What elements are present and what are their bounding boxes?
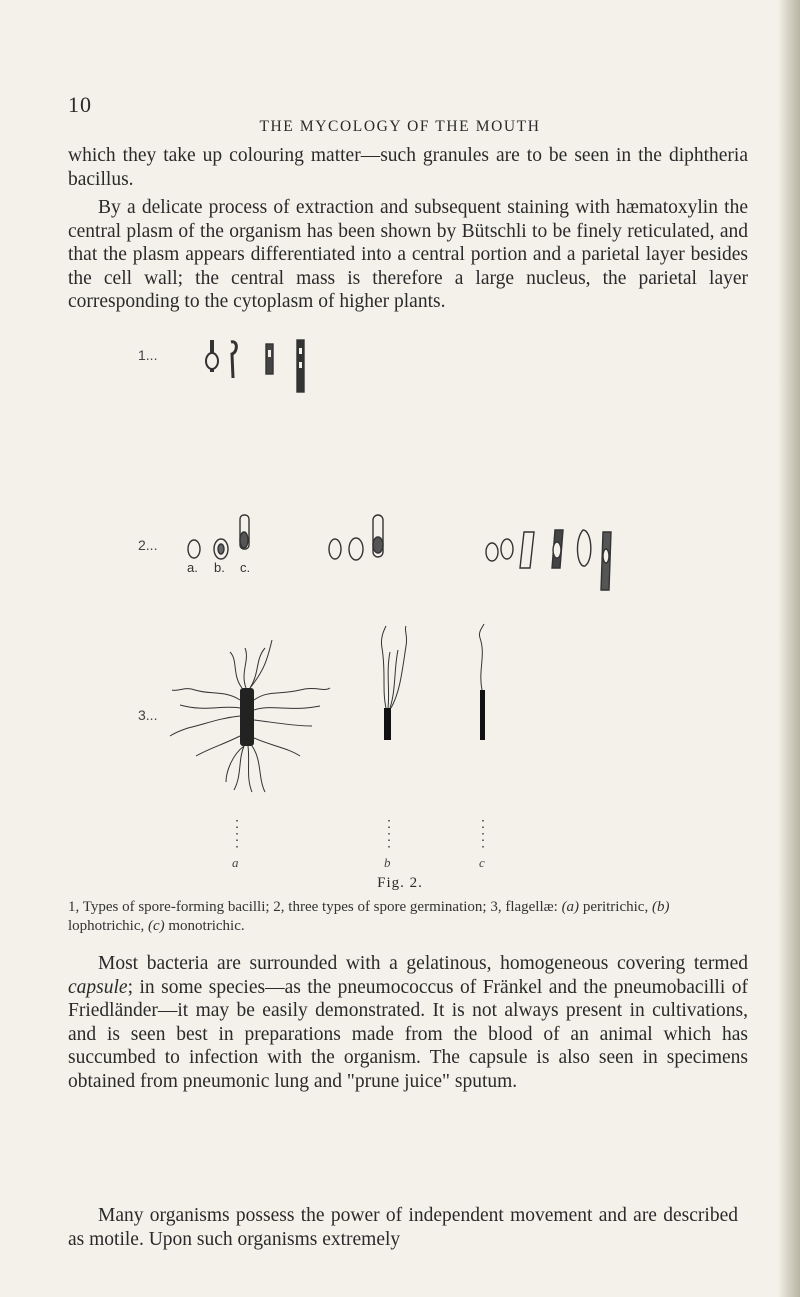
row3-monotrichic: [479, 624, 485, 740]
figure-row-label: 3...: [138, 707, 158, 723]
caption-text: lophotrichic,: [68, 918, 148, 934]
paragraph-butschli: By a delicate process of extraction and subsequent staining with hæmatoxylin the central plasm of the organism has been shown by Bütschli to be finely reticulated, and that the plasm appears differentiated into a central portion and a parietal layer besides the cell wall; the central mass is therefore a large nucleus, the parietal layer corresponding to the cytoplasm of higher plants.: [68, 197, 748, 313]
page-number: 10: [68, 92, 92, 117]
row3-letter: c: [479, 855, 485, 870]
figure-caption: [68, 898, 748, 936]
row3-lophotrichic: [381, 626, 406, 740]
row3-dotted-guides: [237, 820, 483, 852]
row2-sublabel: b.: [214, 560, 225, 575]
paragraph-motility: Many organisms possess the power of independent movement and are described as motile. Upon such organisms extremely: [68, 1205, 738, 1250]
row3-peritrichic: [170, 640, 330, 792]
row3-letter: a: [232, 855, 239, 870]
capsule-term: capsule: [68, 976, 128, 998]
row2-sublabel: c.: [240, 560, 251, 575]
figure-row-label: 1...: [138, 347, 158, 363]
row2-sublabel: a.: [187, 560, 198, 575]
figure-title: Fig. 2.: [377, 875, 423, 891]
figure-row-label: 2...: [138, 537, 158, 553]
running-head: THE MYCOLOGY OF THE MOUTH: [259, 118, 541, 135]
paragraph-continuation: which they take up colouring matter—such granules are to be seen in the diphtheria bacillus.: [68, 145, 748, 190]
caption-text: peritrichic,: [579, 899, 652, 915]
paragraph-capsule: [68, 952, 748, 1094]
capsule-text: Most bacteria are surrounded with a gelatinous, homogeneous covering termed: [98, 953, 748, 974]
caption-label-a: (a): [561, 899, 580, 915]
row1-bacilli: [206, 340, 304, 392]
row2-germination-group-1: [188, 515, 249, 559]
caption-text: monotrichic.: [164, 918, 245, 934]
row2-germination-group-2: [329, 515, 383, 560]
caption-text: 1, Types of spore-forming bacilli; 2, three types of spore germination; 3, flagellæ:: [68, 899, 562, 915]
capsule-text: ; in some species—as the pneumococcus of Fränkel and the pneumobacilli of Friedländer—it may be easily demonstrated. It is not always present in cultivations, and is seen best in preparations made from the blood of an animal which has succumbed to infection with the organism. The capsule is also seen in specimens obtained from pneumonic lung and "prune juice" sputum.: [68, 976, 748, 1092]
caption-label-c: (c): [147, 918, 165, 934]
row3-letter: b: [384, 855, 391, 870]
row2-germination-group-3: [486, 530, 611, 590]
caption-label-b: (b): [651, 899, 670, 915]
